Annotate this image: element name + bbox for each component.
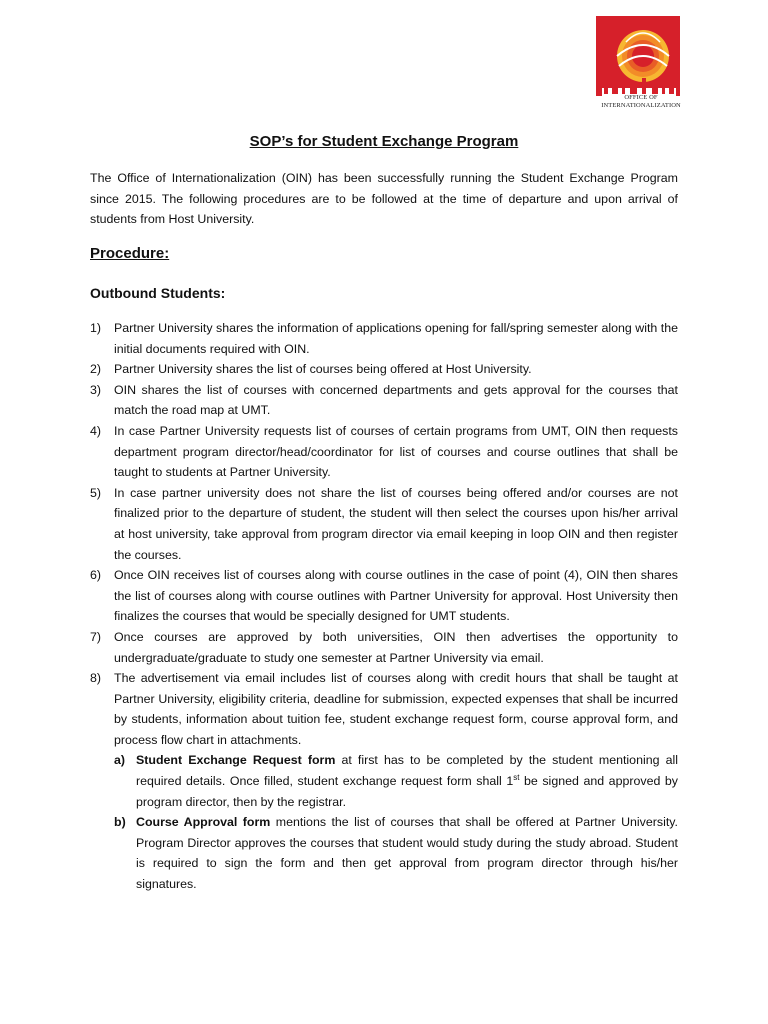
outbound-heading: Outbound Students: xyxy=(90,285,226,301)
intro-paragraph: The Office of Internationalization (OIN) has been successfully running the Student Exchange Program since 2015. The following procedures are to be followed at the time of departure and upon arrival of students from Host University. xyxy=(90,171,678,227)
list-item xyxy=(90,359,678,380)
list-item xyxy=(90,565,678,627)
list-item xyxy=(90,668,678,895)
sub-list-letter: b) xyxy=(114,815,126,830)
logo-caption xyxy=(601,94,681,110)
logo-caption-line1: OFFICE OF xyxy=(624,94,658,101)
list-item xyxy=(90,380,678,421)
list-number: 6) xyxy=(90,568,102,583)
list-number: 7) xyxy=(90,629,102,644)
list-number: 2) xyxy=(90,362,102,377)
superscript: st xyxy=(513,772,520,782)
sub-item-text: at first has to be completed by the student mentioning all required details. Once filled, student exchange request form shall 1 xyxy=(136,753,678,789)
list-number: 5) xyxy=(90,485,102,500)
list-number: 4) xyxy=(90,423,102,438)
list-text: In case partner university does not share the list of courses being offered and/or courses are not finalized prior to the departure of student, the student will then select the courses upon his/her arrival at host university, take approval from program director via email keeping in loop OIN and then register the courses. xyxy=(114,485,678,562)
list-number: 1) xyxy=(90,321,102,335)
list-text: Once courses are approved by both universities, OIN then advertises the opportunity to undergraduate/graduate to study one semester at Partner University via email. xyxy=(114,629,678,665)
list-text: Partner University shares the information of applications opening for fall/spring semester along with the initial documents required with OIN. xyxy=(114,321,678,356)
logo-caption-line2: INTERNATIONALIZATION xyxy=(601,102,681,109)
procedure-list xyxy=(90,318,678,895)
sub-list-item-b xyxy=(114,812,678,894)
sub-item-text: mentions the list of courses that shall be offered at Partner University. Program Director approves the courses that student would study during the study abroad. Student is required to sign the form and then get approval from program director through his/her signatures. xyxy=(136,815,678,892)
list-number: 8) xyxy=(90,671,102,686)
list-text: Once OIN receives list of courses along with course outlines in the case of point (4), OIN then shares the list of courses along with course outlines with Partner University for approval. Host University then finalizes the courses that would be specially designed for UMT students. xyxy=(114,568,678,624)
sub-list-letter: a) xyxy=(114,753,126,768)
list-text: Partner University shares the list of courses being offered at Host University. xyxy=(114,362,532,377)
sub-list-item-a xyxy=(114,750,678,812)
list-item xyxy=(90,627,678,668)
procedure-heading: Procedure: xyxy=(90,245,170,262)
sub-item-text-cont: be signed and approved by program director, then by the registrar. xyxy=(136,774,679,809)
sub-item-bold: Student Exchange Request form xyxy=(136,753,336,768)
sub-item-bold: Course Approval form xyxy=(136,815,271,830)
list-item xyxy=(90,318,678,359)
document-title: SOP’s for Student Exchange Program xyxy=(249,133,519,150)
list-text: In case Partner University requests list of courses of certain programs from UMT, OIN then requests department program director/head/coordinator for list of courses and course outlines that shall be taught to students at Partner University. xyxy=(114,423,678,480)
list-item xyxy=(90,421,678,483)
list-text: OIN shares the list of courses with concerned departments and gets approval for the courses that match the road map at UMT. xyxy=(114,382,678,418)
list-text: The advertisement via email includes list of courses along with credit hours that shall be taught at Partner University, eligibility criteria, deadline for submission, expected expenses that shall be incurred by students, information about tuition fee, student exchange request form, course approval form, and process flow chart in attachments. xyxy=(114,671,678,747)
list-number: 3) xyxy=(90,382,102,397)
sub-list xyxy=(114,750,678,894)
list-item xyxy=(90,483,678,565)
